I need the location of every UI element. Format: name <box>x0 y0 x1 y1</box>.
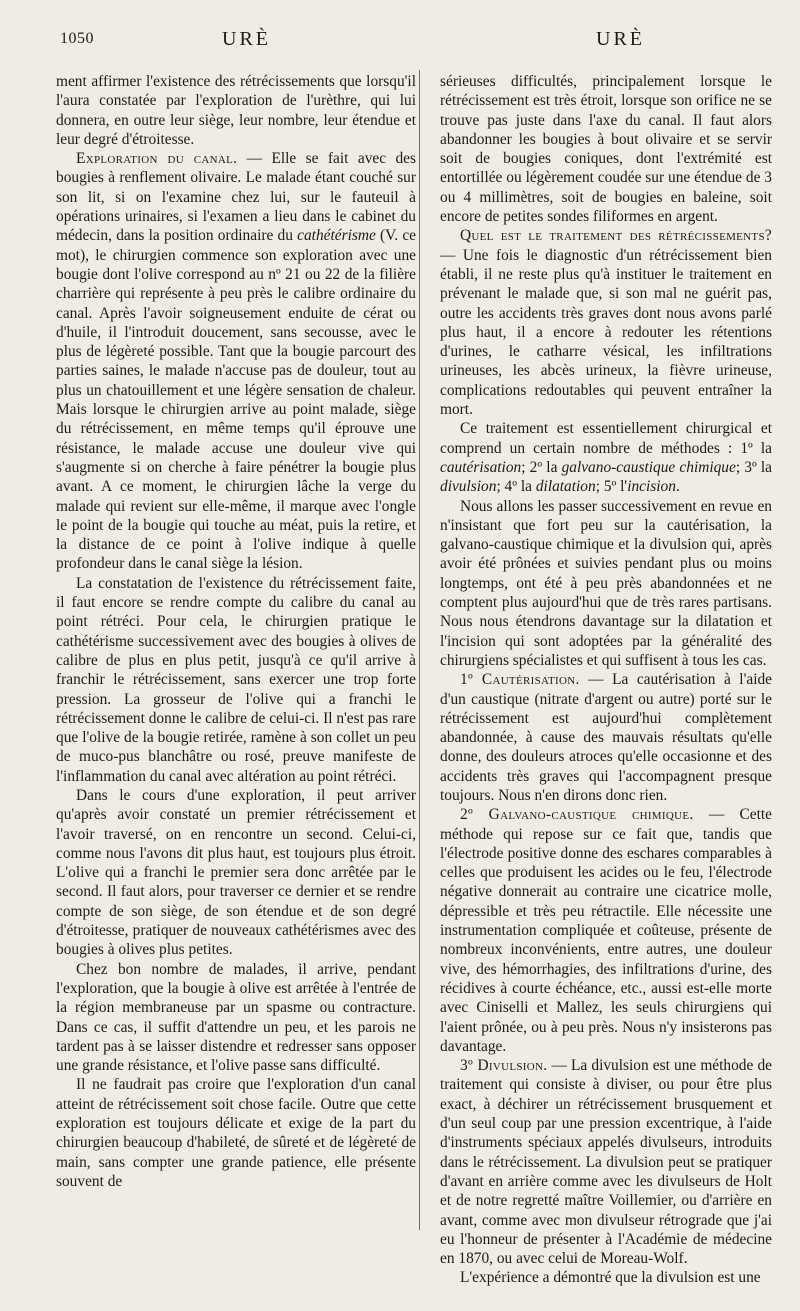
right-column <box>440 72 772 1288</box>
paragraph: Chez bon nombre de malades, il arrive, pendant l'exploration, que la bougie à olive est arrêtée à l'entrée de la région membraneuse par un spasme ou contracture. Dans ce cas, il suffit d'attendre un peu, et les parois ne tardent pas à se laisser distendre et redresser sans opposer une grande résistance, et l'olive passe sans difficulté. <box>56 960 416 1075</box>
paragraph: sérieuses difficultés, principalement lorsque le rétrécissement est très étroit, lorsque son orifice ne se trouve pas juste dans l'axe du canal. Il faut alors abandonner les bougies à bout olivaire et se servir soit de bougies coniques, dont l'extrémité est entortillée ou légèrement coudée sur une étendue de 3 ou 4 millimètres, soit de bougies en baleine, soit encore de petites sondes filiformes en argent. <box>440 73 772 226</box>
paragraph: Dans le cours d'une exploration, il peut arriver qu'après avoir constaté un premier rétrécissement et l'avoir traversé, on en rencontre un second. Celui-ci, comme nous l'avons dit plus haut, est toujours plus étroit. L'olive qui a franchi le premier sera donc arrêtée par le second. Il faut alors, pour traverser ce dernier et se rendre compte de son siège, de son étendue et de son degré d'étroitesse, pratiquer de nouveaux cathétérismes avec des bougies à olives plus petites. <box>56 786 416 959</box>
page-number: 1050 <box>60 30 94 47</box>
column-divider <box>419 70 420 1230</box>
paragraph: La constatation de l'existence du rétrécissement faite, il faut encore se rendre compte du calibre du canal au point rétréci. Pour cela, le chirurgien pratique le cathétérisme successivement avec des bougies à olives de calibre de plus en plus petit, jusqu'à ce qu'il arrive à franchir le rétrécissement, sans exercer une trop forte pression. La grosseur de l'olive qui a franchi le rétrécissement donne le calibre de celui-ci. Il n'est pas rare que l'olive de la bougie retirée, ramène à son collet un peu de muco-pus blanchâtre ou rosé, preuve manifeste de l'inflammation du canal avec altération au point rétréci. <box>56 574 417 785</box>
section-heading: Exploration du canal. <box>76 150 238 168</box>
section-heading: Quel est le traitement des rétrécissements? <box>460 227 772 245</box>
running-headword-left: URÈ <box>222 28 271 50</box>
cross-reference-term: cathétérisme <box>297 227 376 245</box>
paragraph-cauterisation: 1º Cautérisation. — La cautérisation à l'aide d'un caustique (nitrate d'argent ou autre) porté sur le rétrécissement est aujourd'hui complètement abandonnée, à cause des mauvais résultats qu'elle donne, des douleurs atroces qu'elle occasionne et des accidents très graves qui l'accompagnent presque toujours. Nous n'en dirons donc rien. <box>440 671 772 804</box>
paragraph-treatment: Quel est le traitement des rétrécissements? — Une fois le diagnostic d'un rétrécissement bien établi, il ne reste plus qu'à instituer le traitement en prévenant le malade que, si son mal ne guérit pas, outre les accidents très graves dont nous avons parlé plus haut, il a encore à redouter les rétentions d'urines, le catharre vésical, les infiltrations urineuses, les abcès urineux, la fièvre urineuse, complications redoutables qui peuvent entraîner la mort. <box>440 227 772 419</box>
method-term: incision <box>627 478 676 496</box>
section-heading: 3º Divulsion. <box>460 1057 548 1075</box>
paragraph-divulsion: 3º Divulsion. — La divulsion est une méthode de traitement qui consiste à diviser, ou pour être plus exact, à déchirer un rétrécissement brusquement et d'un seul coup par une pression excentrique, à l'aide d'instruments spéciaux appelés divulseurs, introduits dans le rétrécissement. La divulsion peut se pratiquer d'avant en arrière comme avec les divulseurs de Holt et de notre regretté maître Voillemier, ou d'arrière en avant, comme avec mon divulseur rétrograde que j'ai eu l'honneur de présenter à l'Académie de médecine en 1870, ou avec celui de Moreau-Wolf. <box>440 1057 772 1268</box>
method-term: cautérisation <box>440 458 522 476</box>
paragraph-galvano: 2º Galvano-caustique chimique. — Cette méthode qui repose sur ce fait que, tandis que l'électrode positive donne des eschares comparables à celles que produisent les acides ou le feu, l'électrode négative donnerait au contraire une cicatrice molle, dépressible et très peu rétractile. Elle nécessite une instrumentation compliquée et coûteuse, présente de nombreux inconvénients, entre autres, une douleur vive, des hémorrhagies, des infiltrations d'urine, des récidives à courte échéance, etc., aussi est-elle morte avec Ciniselli et Mallez, les seuls chirurgiens qui l'aient prônée, ou à peu près. Nous n'y insisterons pas davantage. <box>440 806 772 1055</box>
section-heading: 1º Cautérisation. <box>460 671 580 689</box>
paragraph: ment affirmer l'existence des rétrécissements que lorsqu'il l'aura constatée par l'exploration de l'urèthre, qui lui donnera, en outre leur siège, leur nombre, leur étendue et leur degré d'étroitesse. <box>56 73 416 148</box>
paragraph-exploration: Exploration du canal. — Elle se fait avec des bougies à renflement olivaire. Le malade étant couché sur son lit, si on l'examine chez lui, sur le fauteuil à opérations urinaires, si l'examen a lieu dans le cabinet du médecin, dans la position ordinaire du cathétérisme (V. ce mot), le chirurgien commence son exploration avec une bougie dont l'olive correspond au nº 21 ou 22 de la filière charrière qui représente à peu près le calibre ordinaire du canal. Après l'avoir soigneusement enduite de cérat ou d'huile, il l'introduit doucement, sans secousse, avec le plus de légèreté possible. Tant que la bougie parcourt des parties saines, le malade n'accuse pas de douleur, tout au plus un chatouillement et une légère sensation de chaleur. Mais lorsque le chirurgien arrive au point malade, siège du rétrécissement, en même temps qu'il éprouve une résistance, le malade accuse une douleur vive qui s'augmente si on cherche à faire pénétrer la bougie plus avant. A ce moment, le chirurgien lâche la verge du malade qui revient sur elle-même, il marque avec l'ongle le point de la bougie qui touche au méat, puis la retire, et la distance de ce point à l'olive indique à quelle profondeur dans le canal siège la lésion. <box>56 150 416 573</box>
method-term: divulsion <box>440 478 497 496</box>
left-column <box>56 72 416 1191</box>
section-heading: 2º Galvano-caustique chimique. <box>460 806 694 824</box>
paragraph: Nous allons les passer successivement en revue en n'insistant que fort peu sur la cautérisation, la galvano-caustique chimique et la divulsion qui, après avoir été prônées et suivies pendant plus ou moins longtemps, ont été à peu près abandonnées et ne comptent plus aujourd'hui que de très rares partisans. Nous nous étendrons davantage sur la dilatation et l'incision qui sont adoptées par la généralité des chirurgiens spécialistes et qui suffisent à tous les cas. <box>440 497 772 669</box>
paragraph: Il ne faudrait pas croire que l'exploration d'un canal atteint de rétrécissement soit chose facile. Outre que cette exploration est toujours délicate et exige de la part du chirurgien beaucoup d'habileté, de sûreté et de légèreté de main, sans compter une grande patience, elle présente souvent de <box>56 1076 416 1190</box>
paragraph-methods: Ce traitement est essentiellement chirurgical et comprend un certain nombre de méthodes : 1º la cautérisation; 2º la galvano-caustique chimique; 3º la divulsion; 4º la dilatation; 5º l'incision. <box>440 420 772 496</box>
method-term: galvano-caustique chimique <box>561 458 736 476</box>
running-headword-right: URÈ <box>596 28 645 50</box>
method-term: dilatation <box>535 478 596 496</box>
paragraph: L'expérience a démontré que la divulsion est une <box>460 1269 761 1287</box>
